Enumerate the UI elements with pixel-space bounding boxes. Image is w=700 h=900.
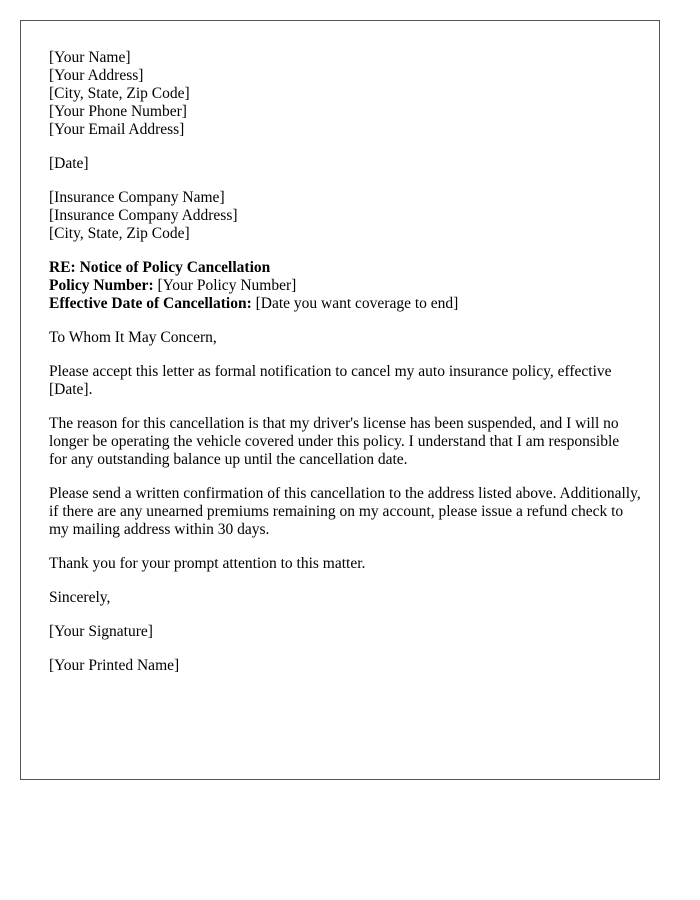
paragraph-3 [49,485,641,539]
letter-body [49,49,641,691]
effective-date-value: [Date you want coverage to end] [251,295,459,312]
re-line-text: RE: Notice of Policy Cancellation [49,259,271,276]
re-line [49,259,641,277]
signature [49,623,641,641]
printed-name-text: [Your Printed Name] [49,657,180,674]
printed-name [49,657,641,675]
letter-page [20,20,660,780]
sender-name: [Your Name] [49,49,131,66]
paragraph-text: Please send a written confirmation of this cancellation to the address listed above. Additionally, if there are any unearned premiums remaining on my account, please issue a refund check to my mailing address within 30 days. [49,485,641,538]
recipient-block [49,189,641,243]
closing-text: Sincerely, [49,589,111,606]
closing [49,589,641,607]
date-line [49,155,641,173]
letter-date: [Date] [49,155,89,172]
policy-number-label: Policy Number: [49,277,154,294]
recipient-company-address: [Insurance Company Address] [49,207,238,224]
sender-phone: [Your Phone Number] [49,103,187,120]
paragraph-1 [49,363,641,399]
policy-number-line [49,277,641,295]
paragraph-text: Thank you for your prompt attention to this matter. [49,555,366,572]
paragraph-text: The reason for this cancellation is that my driver's license has been suspended, and I will no longer be operating the vehicle covered under this policy. I understand that I am responsible for any outstanding balance up until the cancellation date. [49,415,620,468]
effective-date-label: Effective Date of Cancellation: [49,295,252,312]
paragraph-text: Please accept this letter as formal notification to cancel my auto insurance policy, effective [Date]. [49,363,612,398]
paragraph-4 [49,555,641,573]
salutation-text: To Whom It May Concern, [49,329,217,346]
subject-block [49,259,641,313]
signature-text: [Your Signature] [49,623,153,640]
sender-block [49,49,641,139]
paragraph-2 [49,415,641,469]
sender-email: [Your Email Address] [49,121,185,138]
policy-number-value: [Your Policy Number] [153,277,297,294]
recipient-city-state-zip: [City, State, Zip Code] [49,225,190,242]
recipient-company-name: [Insurance Company Name] [49,189,225,206]
salutation [49,329,641,347]
sender-address: [Your Address] [49,67,144,84]
sender-city-state-zip: [City, State, Zip Code] [49,85,190,102]
effective-date-line [49,295,641,313]
